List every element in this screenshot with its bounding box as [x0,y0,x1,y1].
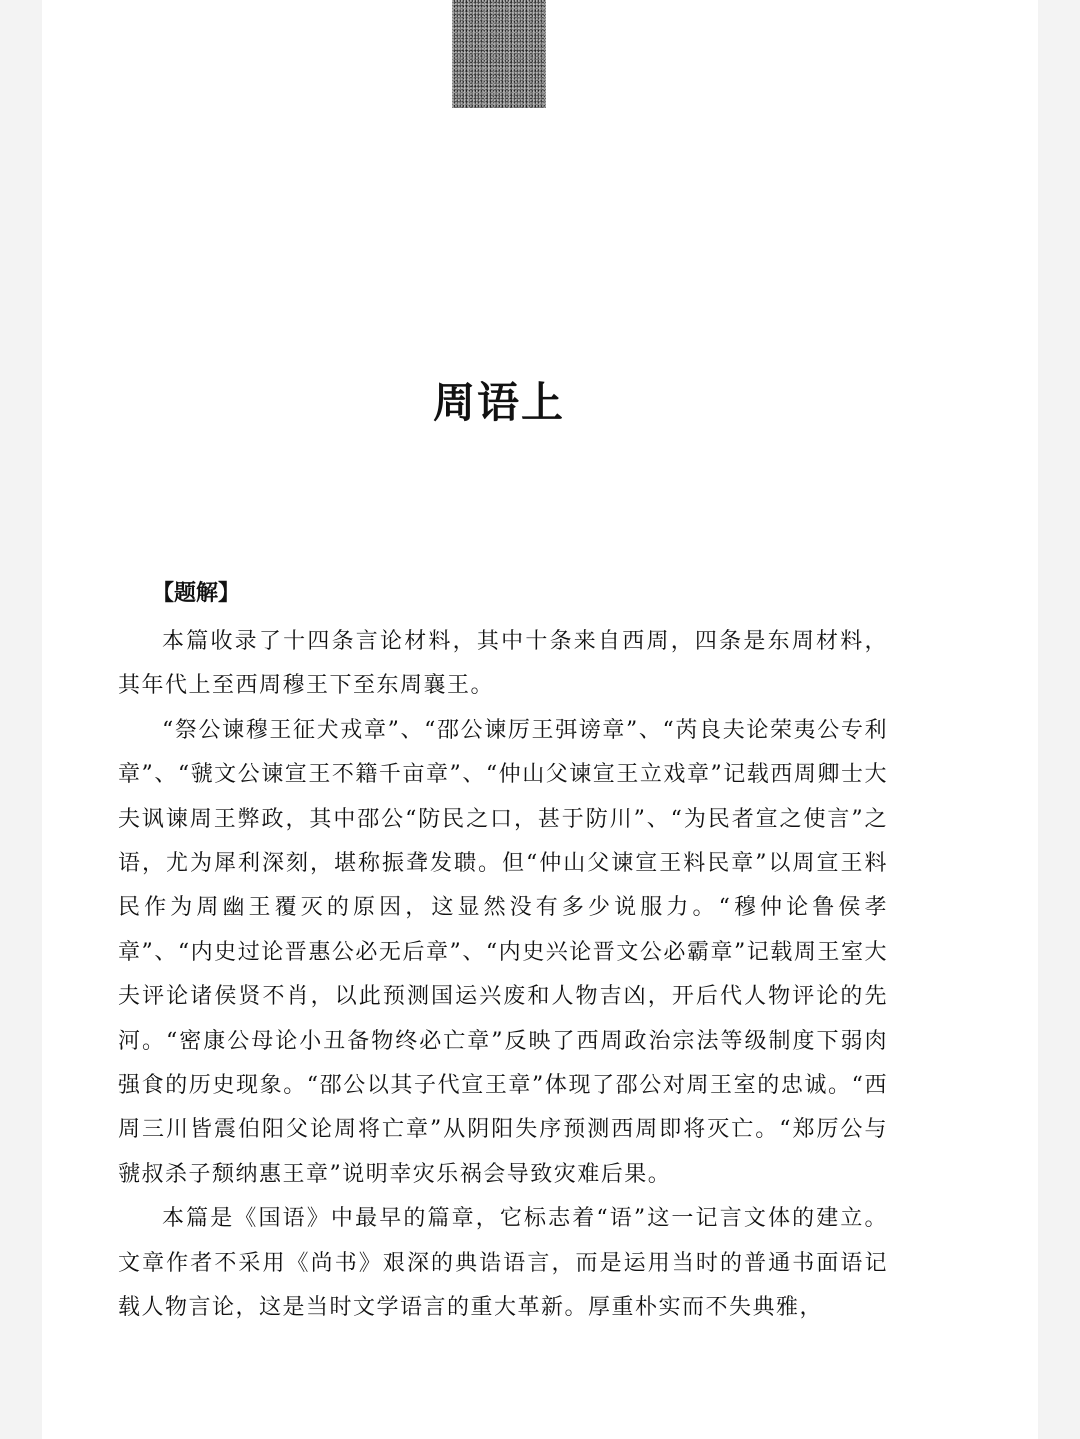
section-label-tijie: 【题解】 [152,581,241,606]
book-page [42,0,1038,1439]
paragraph-1: 本篇收录了十四条言论材料，其中十条来自西周，四条是东周材料，其年代上至西周穆王下至东周襄王。 [118,629,888,699]
paragraph-2: “祭公谏穆王征犬戎章”、“邵公谏厉王弭谤章”、“芮良夫论荣夷公专利章”、“虢文公谏宣王不籍千亩章”、“仲山父谏宣王立戏章”记载西周卿士大夫讽谏周王弊政，其中邵公“防民之口，甚于防川”、“为民者宣之使言”之语，尤为犀利深刻，堪称振聋发聩。但“仲山父谏宣王料民章”以周宣王料民作为周幽王覆灭的原因，这显然没有多少说服力。“穆仲论鲁侯孝章”、“内史过论晋惠公必无后章”、“内史兴论晋文公必霸章”记载周王室大夫评论诸侯贤不肖，以此预测国运兴废和人物吉凶，开后代人物评论的先河。“密康公母论小丑备物终必亡章”反映了西周政治宗法等级制度下弱肉强食的历史现象。“邵公以其子代宣王章”体现了邵公对周王室的忠诚。“西周三川皆震伯阳父论周将亡章”从阴阳失序预测西周即将灭亡。“郑厉公与虢叔杀子颓纳惠王章”说明幸灾乐祸会导致灾难后果。 [118,717,888,1187]
paragraph-3: 本篇是《国语》中最早的篇章，它标志着“语”这一记言文体的建立。文章作者不采用《尚书》艰深的典诰语言，而是运用当时的普通书面语记载人物言论，这是当时文学语言的重大革新。厚重朴实而不失典雅， [118,1206,888,1321]
body-text [118,620,888,1331]
chapter-ornament-image [452,0,546,108]
chapter-title: 周语上 [432,378,565,427]
